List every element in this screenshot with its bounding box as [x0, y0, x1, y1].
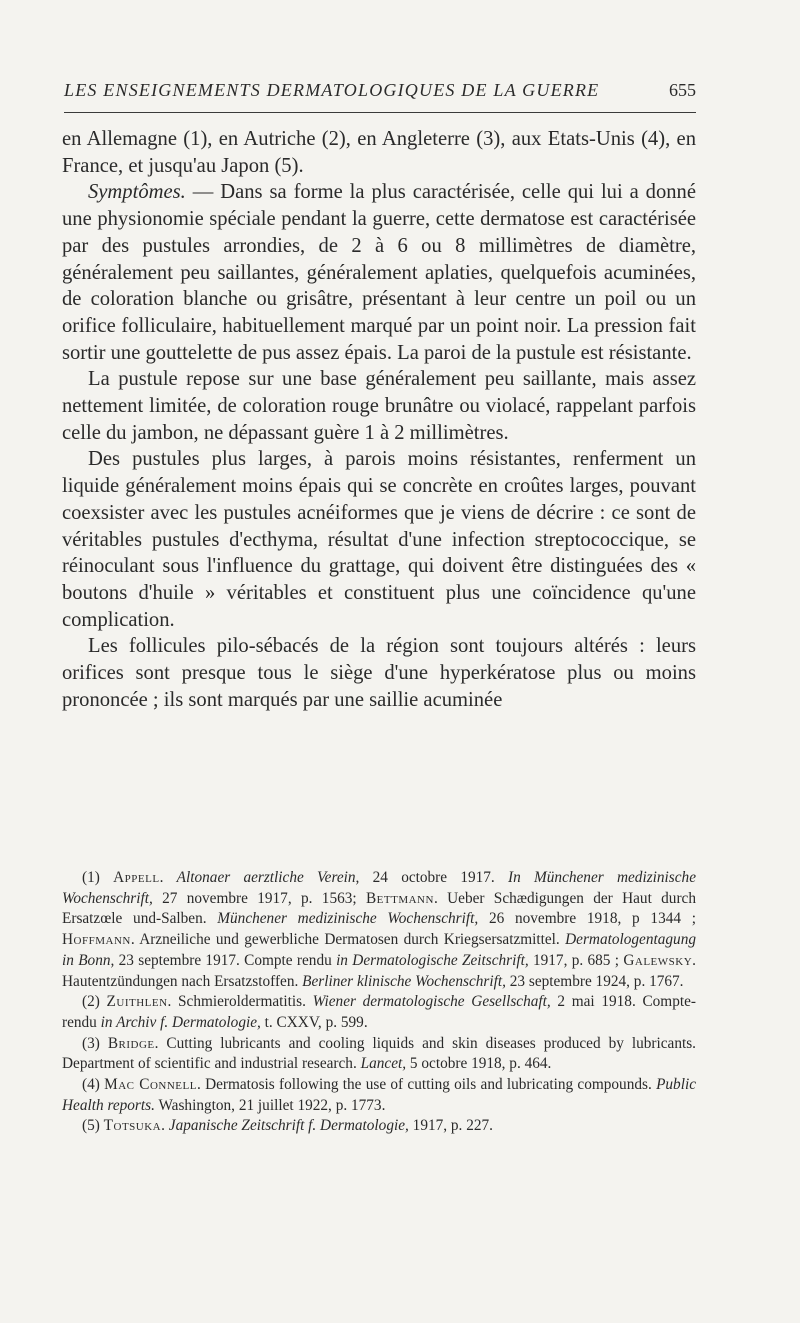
fn-text: 24 octobre 1917.: [359, 869, 509, 886]
paragraph-1: en Allemagne (1), en Autriche (2), en Angleterre (3), aux Etats-Unis (4), en France, et jusqu'au Japon (5).: [62, 128, 696, 177]
fn-source: Dermatologentagung in Bonn,: [62, 931, 696, 969]
fn-text: 1917, p. 227.: [408, 1117, 493, 1135]
footnote-2: [62, 992, 696, 1033]
footnote-4: [62, 1075, 696, 1116]
fn-source: Münchener medizinische Wochenschrift,: [217, 910, 479, 928]
fn-text: . Dermatosis following the use of cutting oils and lubricating compounds.: [196, 1076, 657, 1094]
footnotes: [62, 868, 696, 1137]
paragraph-2: [62, 179, 696, 366]
fn-source: Wiener dermatologische Gesellschaft,: [312, 993, 551, 1011]
fn-text: 27 novembre 1917, p. 1563;: [152, 889, 366, 907]
fn-text: .: [159, 869, 177, 886]
paragraph-4: Des pustules plus larges, à parois moins résistantes, renferment un liquide généralement moins épais qui se concrète en croûtes larges, pouvant coexsister avec les pustules acnéiformes que je viens de décrire : ce sont de véritables pustules d'ecthyma, résultat d'une infection streptococcique, se réinoculant sous l'influence du grattage, qui doivent être distinguées des « boutons d'huile » véritables et constituent plus une coïncidence qu'une complication.: [62, 448, 696, 631]
fn-source: Japanische Zeitschrift f. Dermatologie,: [168, 1117, 409, 1135]
fn-text: Washington, 21 juillet 1922, p. 1773.: [154, 1096, 386, 1114]
paragraph-2-text: — Dans sa forme la plus caractérisée, celle qui lui a donné une physionomie spéciale pendant la guerre, cette dermatose est caractérisée par des pustules arrondies, de 2 à 6 ou 8 millimètres de diamètre, généralement peu saillantes, généralement aplaties, quelquefois acuminées, de coloration blanche ou grisâtre, présentant à leur centre un poil ou un orifice folliculaire, habituellement marqué par un point noir. La pression fait sortir une gouttelette de pus assez épais. La paroi de la pustule est résistante.: [62, 181, 696, 364]
fn-source: Lancet,: [360, 1055, 407, 1073]
fn-text: t. CXXV, p. 599.: [260, 1013, 368, 1031]
fn-text: . Arzneiliche und gewerbliche Dermatosen durch Kriegsersatzmittel.: [130, 931, 566, 949]
fn-author: Zuithlen: [106, 993, 168, 1011]
fn-marker: (5): [82, 1117, 104, 1135]
main-text: [62, 126, 696, 713]
running-header: [64, 80, 696, 101]
fn-source: Altonaer aerztliche Verein,: [176, 869, 360, 886]
fn-marker: (1): [82, 869, 114, 886]
fn-text: .: [161, 1117, 169, 1135]
page-number: 655: [669, 80, 696, 100]
header-rule: [64, 112, 696, 113]
fn-author: Hoffmann: [62, 931, 131, 949]
fn-text: . Cutting lubricants and cooling liquids and skin diseases produced by lubricants. Department of scientific and industrial research.: [62, 1034, 696, 1073]
fn-marker: (4): [82, 1076, 105, 1094]
fn-marker: (3): [82, 1034, 108, 1052]
fn-source: Public Health reports.: [62, 1076, 696, 1114]
fn-text: 23 septembre 1917. Compte rendu: [114, 951, 337, 969]
fn-author: Bridge: [107, 1034, 155, 1052]
footnote-1: [62, 868, 696, 992]
fn-source: in Dermatologische Zeitschrift,: [336, 951, 529, 969]
fn-text: 2 mai 1918. Compte-rendu: [62, 993, 696, 1031]
fn-author: Mac Connell: [104, 1076, 197, 1094]
section-label: Symptômes.: [88, 181, 186, 204]
fn-source: In Münchener medizinische Wochenschrift,: [62, 869, 696, 907]
fn-source: in Archiv f. Dermatologie,: [100, 1013, 261, 1031]
fn-author: Galewsky: [623, 951, 693, 969]
fn-text: 5 octobre 1918, p. 464.: [406, 1055, 552, 1073]
fn-marker: (2): [82, 993, 107, 1011]
paragraph-5: Les follicules pilo-sébacés de la région sont toujours altérés : leurs orifices sont presque tous le siège d'une hyperkératose plus ou moins prononcée ; ils sont marqués par une saillie acuminée: [62, 635, 696, 711]
fn-text: . Ueber Schædigungen der Haut durch Ersatzœle und-Salben.: [62, 889, 696, 928]
fn-text: 26 novembre 1918, p 1344 ;: [478, 910, 697, 928]
fn-text: 23 septembre 1924, p. 1767.: [505, 972, 684, 990]
paragraph-3: La pustule repose sur une base généralement peu saillante, mais assez nettement limitée, de coloration rouge brunâtre ou violacé, rappelant parfois celle du jambon, ne dépassant guère 1 à 2 millimètres.: [62, 368, 696, 444]
fn-author: Appell: [113, 869, 160, 886]
fn-source: Berliner klinische Wochenschrift,: [302, 972, 506, 990]
footnote-5: [62, 1116, 696, 1137]
running-title: LES ENSEIGNEMENTS DERMATOLOGIQUES DE LA GUERRE: [64, 80, 600, 100]
footnote-3: [62, 1034, 696, 1075]
fn-text: 1917, p. 685 ;: [528, 951, 624, 969]
fn-author: Totsuka: [103, 1117, 162, 1135]
fn-author: Bettmann: [365, 889, 434, 907]
fn-text: . Schmieroldermatitis.: [167, 993, 313, 1011]
fn-text: . Hautentzündungen nach Ersatzstoffen.: [62, 951, 696, 990]
